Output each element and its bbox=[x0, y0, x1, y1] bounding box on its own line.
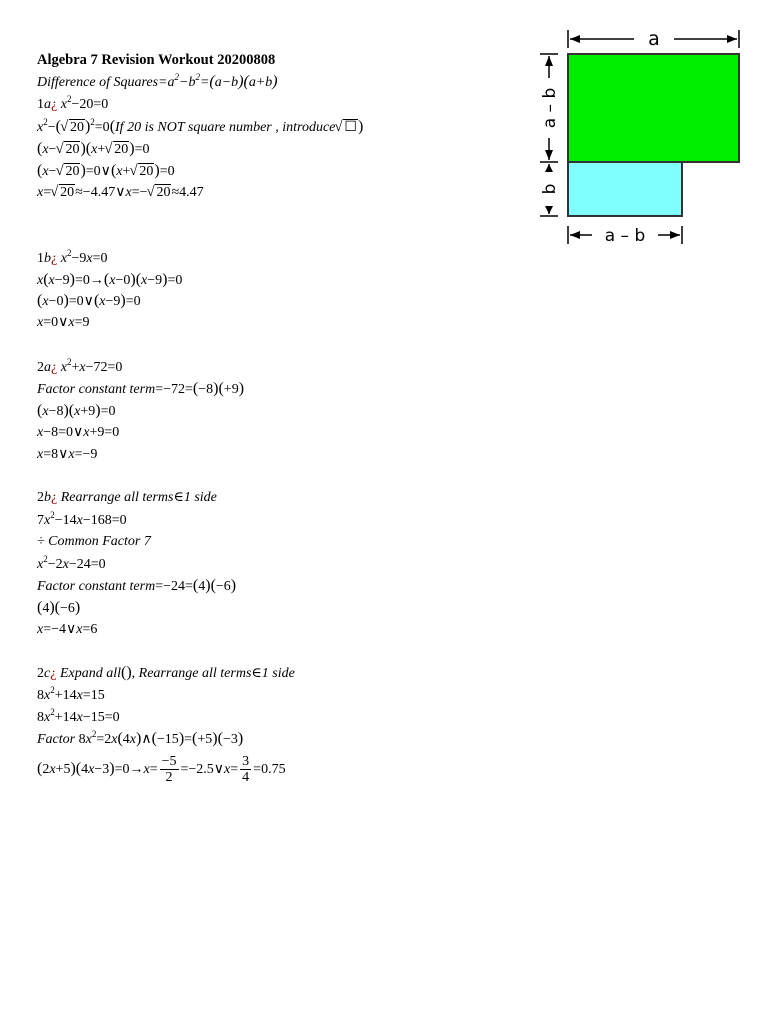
step-introduce-root: $x^2-(√$ 20)$^2$=0(If 20 is NOT square number , introduce√ ☐) bbox=[37, 118, 363, 137]
question-mark: ¿ bbox=[51, 360, 58, 375]
fraction-1-numerator: −5 bbox=[161, 754, 177, 770]
question-2a: 2a¿ $x^2+x-72=0$ bbox=[37, 357, 123, 375]
difference-of-squares-diagram bbox=[530, 20, 760, 252]
question-letter: c bbox=[44, 666, 51, 681]
fraction-1-denominator: 2 bbox=[165, 770, 173, 786]
label-a: a bbox=[648, 28, 660, 50]
question-letter: b bbox=[44, 490, 51, 505]
label-b: b bbox=[540, 183, 560, 195]
step-2b-factor-pair: (4)(−6) bbox=[37, 599, 81, 616]
factor-constant-label: Factor constant term bbox=[37, 579, 156, 594]
fraction-2-numerator: 3 bbox=[242, 754, 250, 770]
answer-2a: x=8∨x=−9 bbox=[37, 447, 98, 462]
label-a-minus-b-side: a – b bbox=[540, 87, 560, 129]
question-number: 2 bbox=[37, 360, 44, 375]
step-1b-zero-product: (x−0)=0∨(x−9)=0 bbox=[37, 292, 141, 309]
step-2b-factor-constant: Factor constant term=−24=(4)(−6) bbox=[37, 577, 237, 594]
approx-value-2: ≈4.47 bbox=[171, 185, 204, 200]
step-2a-factor-constant: Factor constant term=−72=(−8)(+9) bbox=[37, 380, 245, 397]
fraction-1 bbox=[160, 754, 179, 785]
answer-1a: x=√ 20≈−4.47∨x=−√ 20≈4.47 bbox=[37, 184, 204, 202]
instruction-text: Expand all bbox=[59, 666, 121, 681]
dimension-a-top bbox=[568, 28, 739, 50]
question-number: 2 bbox=[37, 666, 44, 681]
formula-name: Difference of Squares bbox=[37, 75, 159, 90]
question-letter: a bbox=[44, 360, 51, 375]
dimension-a-minus-b-bottom bbox=[568, 226, 682, 246]
difference-of-squares-formula: Difference of $Squares=a^2-b^2=(a-b)(a+b)$ bbox=[37, 72, 278, 90]
green-square bbox=[568, 54, 739, 162]
question-mark: ¿ bbox=[51, 490, 58, 505]
question-1a: 1a¿ $x^2-20=0$ bbox=[37, 94, 109, 112]
factor-label: Factor bbox=[37, 732, 76, 747]
question-mark: ¿ bbox=[51, 97, 58, 112]
step-2b-equation: $7x^2-14x-168=0$ bbox=[37, 510, 127, 528]
step-2c-expanded: $8x^2+14x=15$ bbox=[37, 685, 105, 703]
decimal-result-1: =−2.5∨ bbox=[180, 762, 225, 777]
decimal-result-2: =0.75 bbox=[253, 762, 286, 777]
step-2a-factored: (x−8)(x+9)=0 bbox=[37, 402, 116, 419]
step-2c-rearranged: $8x^2+14x-15=0$ bbox=[37, 707, 120, 725]
instruction-text-2: , Rearrange all terms∈1 side bbox=[131, 666, 295, 681]
step-2c-factor: Factor $8x^2=2x(4x)\wedge(-15)=(+5)(-3)$ bbox=[37, 729, 244, 747]
step-factored: (x−√ 20)(x+√ 20)=0 bbox=[37, 140, 149, 159]
approx-value-1: ≈−4.47 bbox=[75, 185, 116, 200]
step-2b-reduced: $x^2-2x-24=0$ bbox=[37, 554, 106, 572]
factor-constant-label: Factor constant term bbox=[37, 382, 156, 397]
question-2c: 2c¿ Expand all(), Rearrange all terms∈1 side bbox=[37, 664, 295, 681]
step-1b-factor: x(x−9)=0→(x−0)(x−9)=0 bbox=[37, 271, 183, 288]
cyan-rectangle bbox=[568, 162, 682, 216]
step-2b-divide: ÷ Common Factor 7 bbox=[37, 534, 151, 549]
question-letter: b bbox=[44, 251, 51, 266]
question-number: 1 bbox=[37, 97, 44, 112]
step-zero-product: (x−√ 20)=0∨(x+√ 20)=0 bbox=[37, 162, 175, 181]
question-2b bbox=[37, 489, 217, 507]
step-2a-zero-product: x−8=0∨x+9=0 bbox=[37, 425, 120, 440]
fraction-2-denominator: 4 bbox=[242, 770, 250, 786]
question-letter: a bbox=[44, 97, 51, 112]
answer-2c: (2x+5)(4x−3)=0→x= $\frac{-5}{2}$ =−2.5∨x= $\frac{3}{4}$ =0.75 bbox=[37, 754, 286, 786]
instruction-text: Rearrange all terms∈1 side bbox=[60, 490, 217, 505]
introduce-note: If 20 is NOT square number , introduce bbox=[115, 120, 336, 135]
question-number: 1 bbox=[37, 251, 44, 266]
dimension-side-left bbox=[540, 54, 560, 216]
answer-1b: x=0∨x=9 bbox=[37, 315, 90, 330]
question-mark: ¿ bbox=[51, 251, 58, 266]
question-1b: 1b¿ $x^2-9x=0$ bbox=[37, 248, 108, 266]
label-a-minus-b-bottom: a – b bbox=[604, 226, 646, 246]
fraction-2 bbox=[240, 754, 251, 785]
document-title: Algebra 7 Revision Workout 20200808 bbox=[37, 52, 276, 68]
answer-2b: x=−4∨x=6 bbox=[37, 622, 98, 637]
question-number: 2 bbox=[37, 490, 44, 505]
question-mark: ¿ bbox=[50, 666, 57, 681]
